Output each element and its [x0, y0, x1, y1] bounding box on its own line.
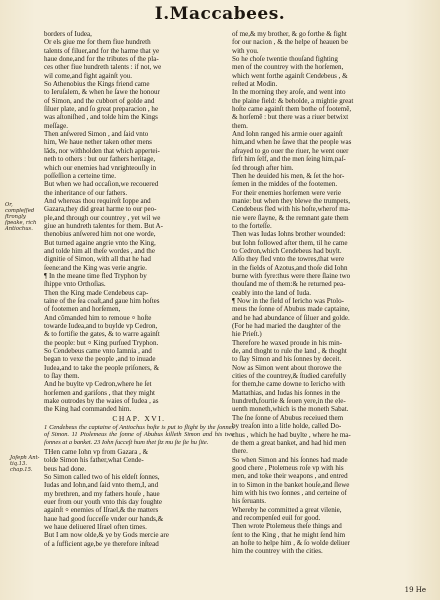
margin-note: Or, compleſſed ſtrongly ſpeake, rich Antiochus.	[5, 202, 37, 232]
text-line: ces other fiue hundreth talents : if not, we	[44, 63, 162, 72]
text-line: began to vexe the people ,and to inuade	[44, 355, 156, 364]
text-line: but Iohn followed after them, til he came	[232, 238, 348, 247]
text-line: my brethren, and my fathers houſe , haue	[44, 489, 160, 498]
text-line: men of the countrey with the horſemen,	[232, 63, 344, 72]
text-line: and he had abundance of ſiluer and golde.	[232, 313, 350, 322]
text-line: burne with fyre:thus were there ſlaine two	[232, 271, 351, 280]
text-line: his ſeruants.	[232, 497, 267, 506]
text-line: hoſte came againſt them bothe of footemē,	[232, 105, 352, 114]
text-line: men, and toke their weapons , and entred	[232, 472, 348, 481]
text-line: make outrodes by the waies of Iudea , as	[44, 397, 159, 406]
text-line: So Cendebeus came vnto Iamnia , and	[44, 347, 152, 356]
text-line: cities of the countrey,& ſtudied carefully	[232, 372, 347, 381]
text-line: Alſo they fled vnto the towres,that were	[232, 255, 345, 264]
text-line: So Simon called two of his eldeſt ſonnes,	[44, 473, 160, 482]
text-line: to Cedron,which Cendebeus had buylt.	[232, 246, 342, 255]
right-column	[232, 30, 428, 556]
text-line: meus the ſonne of Abubus made captaine,	[232, 305, 350, 314]
text-line: Then he deuided his men, & ſet the hor-	[232, 171, 345, 180]
text-line: the King had commanded him.	[44, 405, 132, 414]
text-line: haue had good ſucceſſe vnder our hands,&	[44, 514, 164, 523]
text-line: But I am now olde,& ye by Gods mercie are	[44, 531, 169, 540]
text-line: So Athenobius the Kings friend came	[44, 80, 150, 89]
text-line: ſeene:and the King was verie angrie.	[44, 263, 147, 272]
text-line: the people: but ⸰ King purſued Tryphon.	[44, 338, 159, 347]
text-line: was aſtoniſhed , and tolde him the Kings	[44, 113, 158, 122]
chapter-heading: CHAP. XVI.	[112, 413, 166, 423]
text-line: poſſeſſion a certeine time.	[44, 171, 117, 180]
text-line: (For he had maried the daughter of the	[232, 322, 341, 331]
text-line: Then anſwered Simon , and ſaid vnto	[44, 130, 149, 139]
right-column-text	[232, 30, 428, 556]
text-line: which our enemies had vnrighteouſly in	[44, 163, 157, 172]
text-line: thenobius anſwered him not one worde,	[44, 230, 156, 239]
text-line: Mattathias, and Iudas his ſonnes in the	[232, 388, 341, 397]
text-line: And whereas thou requireſt Ioppe and	[44, 196, 151, 205]
text-line: Gazara,they did great harme to our peo-	[44, 205, 157, 214]
text-line: giue an hundreth talentes for them. But A-	[44, 221, 163, 230]
left-column-text	[44, 30, 234, 414]
text-line: hie Prieſt.)	[232, 330, 262, 339]
text-line: him, We haue nether taken other mens	[44, 138, 152, 147]
text-line: ceably into the land of Iuda.	[232, 288, 312, 297]
text-line: reſted at Modin.	[232, 80, 278, 89]
text-line: good chere , Ptolemeus roſe vp with his	[232, 463, 344, 472]
text-line: ¶ Now in the field of Iericho was Ptolo-	[232, 297, 345, 305]
text-line: to Ieruſalem, & when he ſawe the honour	[44, 88, 160, 97]
text-line: to the forteſſe.	[232, 221, 272, 230]
text-line: for our nacion , & the helpe of heauen be	[232, 38, 348, 47]
text-line: de them a great banket, and had hid men	[232, 438, 347, 447]
text-line: So when Simon and his ſonnes had made	[232, 455, 348, 464]
catchword: 19 He	[404, 586, 426, 594]
text-line: for them,he came downe to Iericho with	[232, 380, 345, 389]
text-line: him the countrey with the cities.	[232, 547, 323, 556]
text-line: dignitie of Simon, with all that he had	[44, 255, 151, 264]
text-line: of Simon, and the cubbort of golde and	[44, 96, 155, 105]
text-line: Iudas and Iohn,and ſaid vnto them,I, and	[44, 481, 159, 490]
text-line: And cõmanded him to remoue ⸰ hoſte	[44, 313, 152, 322]
chapter-opening-line: THen came Iohn vp from Gazara , &	[44, 448, 149, 457]
text-line: and tolde him all theſe wordes , and the	[44, 246, 155, 255]
text-line: ſed through after him.	[232, 163, 294, 172]
text-line: afrayed to go ouer the riuer, he went ouer	[232, 146, 349, 155]
text-line: haue done,and for the tributes of the pla-	[44, 55, 159, 64]
running-head	[0, 4, 440, 26]
text-line: tolde Simon his father,what Cende-	[44, 456, 144, 465]
text-line: Therefore he waxed proude in his min-	[232, 338, 342, 347]
text-line: In the morning they aroſe, and went into	[232, 88, 346, 97]
text-line: we haue deliuered Iſrael often times.	[44, 523, 147, 532]
text-line: euer from our youth vnto this day foughte	[44, 498, 163, 507]
text-line: by treaſon into a litle holde, called Do-	[232, 422, 342, 431]
text-line: Iudea,and to take the people priſoners, &	[44, 363, 160, 372]
text-line: an hoſte to helpe him , & ſo wolde deliuer	[232, 538, 350, 547]
text-line: of footemen and horſemen,	[44, 305, 121, 314]
text-line: ¶ In the meane time fled Tryphon by	[44, 271, 147, 280]
text-line: Now as Simon went about thorowe the	[232, 363, 342, 372]
text-line: manie: but when they blewe the trumpets,	[232, 196, 351, 205]
text-line: him,and when he ſawe that the people was	[232, 138, 352, 147]
left-column	[44, 30, 234, 548]
text-line: thouſand me of them:& he returned pea-	[232, 280, 346, 289]
text-line: wil come,and fight againſt you.	[44, 71, 133, 80]
text-line: Then wrote Ptolemeus theſe things and	[232, 522, 342, 531]
text-line: in the fields of Azotus,and thoſe did Iohn	[232, 263, 348, 272]
text-line: horſemen and gariſons , that they might	[44, 388, 155, 397]
text-line: ple,and through our countrey , yet wil we	[44, 213, 161, 222]
text-line: de, and thoght to rule the land , & thoght	[232, 347, 347, 356]
text-line: and recompenſed euil for good.	[232, 513, 321, 522]
text-line: uenth moneth,which is the moneth Sabat.	[232, 405, 349, 414]
text-line: Or els giue me for them fiue hundreth	[44, 38, 151, 47]
text-line: But when we had occaſion,we recouered	[44, 180, 159, 189]
text-line: againſt ⸰ enemies of Iſrael,& the matters	[44, 506, 159, 515]
text-line: And he buylte vp Cedron,where he ſet	[44, 380, 152, 389]
text-line: lãds, nor withholden that which appertei-	[44, 146, 160, 155]
text-line: ſent to the King , that he might ſend him	[232, 530, 346, 539]
text-line: there.	[232, 447, 248, 456]
text-line: talents of filuer,and for the harme that ye	[44, 46, 160, 55]
text-line: & to fortifie the gates, & to warre againſt	[44, 330, 160, 339]
margin-note: Joſeph Ant-tiq.13. chap.15.	[10, 455, 40, 473]
text-line: So he choſe twentie thouſand fighting	[232, 55, 338, 64]
text-line: neth to others : but our fathers heritage,	[44, 155, 156, 164]
text-line: For their enemies horſemen were verie	[232, 188, 341, 197]
text-line: of a ſufficient age,be ye therefore inſtead	[44, 539, 159, 548]
text-line: to ſlay Simon and his ſonnes by deceit.	[232, 355, 342, 364]
text-line: nie were ſlayne, & the remnant gate them	[232, 213, 349, 222]
text-line: which went forthe againſt Cendebeus , &	[232, 71, 348, 80]
text-line: the inheritance of our fathers.	[44, 188, 128, 197]
text-line: Whereby he committed a great vilenie,	[232, 505, 342, 514]
text-line: him with his two ſonnes , and certeine of	[232, 488, 347, 497]
text-line: chus , which he had buylte , where he ma-	[232, 430, 351, 439]
text-line: borders of Iudea,	[44, 30, 92, 38]
text-line: meſſage.	[44, 121, 69, 130]
text-line: the plaine field: & beholde, a mightie great	[232, 96, 354, 105]
chapter-text	[44, 448, 234, 548]
text-line: & horſemē : but there was a riuer betwixt	[232, 113, 349, 122]
text-line: to ſlay them.	[44, 372, 80, 381]
text-line: ſemen in the middes of the footemen.	[232, 180, 338, 189]
text-line: in to Simon in the banket houſe,and ſlewe	[232, 480, 350, 489]
text-line: taine of the ſea coaſt,and gaue him hoſtes	[44, 297, 160, 305]
text-line: towarde Iudea,and to buylde vp Cedron,	[44, 322, 158, 331]
text-line: And Iohn ranged his armie ouer againſt	[232, 130, 343, 139]
text-line: firſt him ſelf, and the men ſeing him,paſ-	[232, 155, 346, 164]
page-title: I.Maccabees.	[154, 4, 286, 24]
text-line: ſiluer plate, and ſo great preparacion , he	[44, 105, 159, 114]
text-line: Then the King made Cendebeus cap-	[44, 288, 149, 297]
text-line: beus had done.	[44, 464, 87, 473]
text-line: But turned againe angrie vnto the King,	[44, 238, 156, 247]
text-line: of me,& my brother, & go forthe & fight	[232, 30, 347, 38]
text-line: Then was Iudas Iohns brother wounded:	[232, 230, 346, 239]
text-line: ſhippe vnto Orthoſias.	[44, 280, 106, 289]
text-line: with you.	[232, 46, 259, 55]
text-line: The ſne ſonne of Abubus receiued them	[232, 413, 344, 422]
text-line: Cendebeus fled with his hoſte,wherof ma-	[232, 205, 351, 214]
chapter-summary: 1 Cendebeus the captaine of Antiochus hoſte is put to flight by the ſonnes of Simon. 11 Ptolemeus the ſonne of Abubus killeth Simon and his two ſonnes at a banket. 23 Iohn ſucceſt hum thet ſtz mu ſte ſte hu ſite.	[44, 424, 234, 446]
text-line: hundreth,fourtie & ſeuen yere,in the ele-	[232, 397, 346, 406]
text-line: them.	[232, 121, 248, 130]
